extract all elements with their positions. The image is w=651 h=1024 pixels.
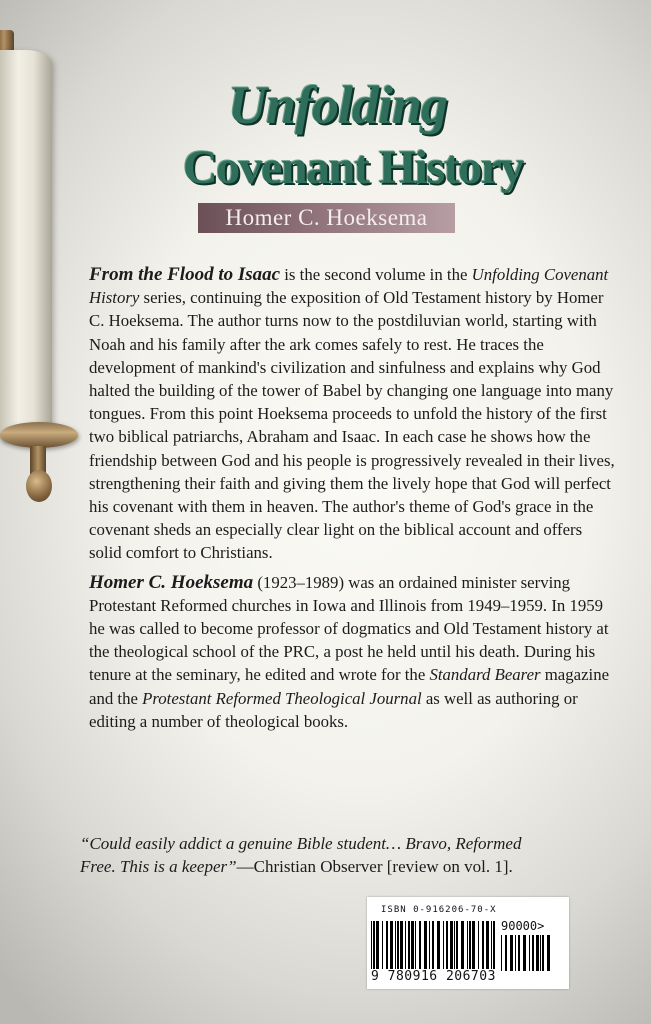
barcode-bar [510,935,513,971]
author-name-lead: Homer C. Hoeksema [89,571,254,593]
journal-name: Protestant Reformed Theological Journal [142,688,422,708]
isbn-label: ISBN 0-916206-70-X [381,905,497,915]
quote-source: —Christian Observer [review on vol. 1]. [236,857,513,876]
barcode-bar [446,921,448,969]
description-paragraph-1 [89,263,615,565]
barcode-bar [532,935,534,971]
price-barcode [501,935,555,971]
barcode-bar [542,935,544,971]
p1-text-a: is the second volume in the [280,265,472,284]
barcode-bar [529,935,530,971]
barcode-bar [486,921,489,969]
barcode-bar [405,921,406,969]
scroll-knob [26,470,52,502]
barcode-bar [432,921,434,969]
barcode-bar [515,935,516,971]
barcode-bar [397,921,399,969]
price-code: 90000> [501,919,545,933]
barcode-bar [478,921,479,969]
barcode-bar [424,921,427,969]
barcode-bar [518,935,520,971]
book-title-lead: From the Flood to Isaac [89,264,281,285]
barcode-bar [386,921,388,969]
scroll-end-cap [0,422,78,448]
p2-text-c: as well as authoring or editing a number of theological books. [89,688,578,731]
title-line-1: Unfolding [228,75,448,135]
ean-digits: 9 780916 206703 [371,969,496,984]
p1-text-b: series, continuing the exposition of Old Testament history by Homer C. Hoeksema. The author turns now to the postdiluvian world, starting with Noah and his family after the ark comes safely to rest. He traces the development of mankind's civilization and sinfulness and explains why God halted the building of the tower of Babel by changing one language into many tongues. From this point Hoeksema proceeds to unfold the history of the first two biblical patriarchs, Abraham and Isaac. In each case he shows how the friendship between God and his people is progressively revealed in their lives, strengthening their faith and giving them the lively hope that God will perfect his covenant with them in heaven. The author's theme of God's grace in the covenant sheds an especially clear light on the biblical account and offers solid comfort to Christians. [89,288,615,563]
scroll-paper [0,50,52,440]
barcode-bar [467,921,468,969]
barcode-bar [415,921,416,969]
barcode-bar [371,921,372,969]
quote-text: “Could easily addict a genuine Bible student… Bravo, Reformed Free. This is a keeper” [80,834,522,876]
barcode-bar [536,935,539,971]
barcode-box [367,897,569,989]
barcode-bar [408,921,410,969]
barcode-bar [450,921,453,969]
p2-text-a: (1923–1989) was an ordained minister serving Protestant Reformed churches in Iowa and Illinois from 1949–1959. In 1959 he was called to become professor of dogmatics and Old Testament history at the theological school of the PRC, a post he held until his death. During his tenure at the seminary, he edited and wrote for the [89,572,609,685]
barcode-bar [493,921,495,969]
barcode-bar [443,921,444,969]
barcode-bar [461,921,464,969]
barcode-bar [382,921,383,969]
p2-text-b: magazine and the [89,665,610,708]
barcode-bar [376,921,379,969]
barcode-bar [437,921,440,969]
barcode-bar [390,921,393,969]
barcode-bar [454,921,455,969]
barcode-bar [523,935,526,971]
scroll-illustration [0,30,80,510]
title-line-2: Covenant History [183,141,523,194]
review-quote [80,832,550,878]
barcode-bar [456,921,458,969]
author-banner: Homer C. Hoeksema [198,203,455,233]
barcode-bar [469,921,471,969]
barcode-bar [505,935,507,971]
description-text [89,263,615,739]
barcode-bar [501,935,502,971]
barcode-bar [472,921,475,969]
barcode-bar [400,921,403,969]
barcode-bar [491,921,492,969]
barcode-bar [395,921,396,969]
barcode-bar [411,921,414,969]
barcode-bar [547,935,550,971]
magazine-name: Standard Bearer [429,665,541,685]
barcode-bar [429,921,430,969]
author-bio-paragraph [89,571,615,733]
barcode-bar [419,921,421,969]
barcode-bar [482,921,484,969]
series-name: Unfolding Covenant History [89,265,609,308]
barcode-bar [540,935,541,971]
barcode-bar [373,921,375,969]
ean-barcode [371,921,496,969]
